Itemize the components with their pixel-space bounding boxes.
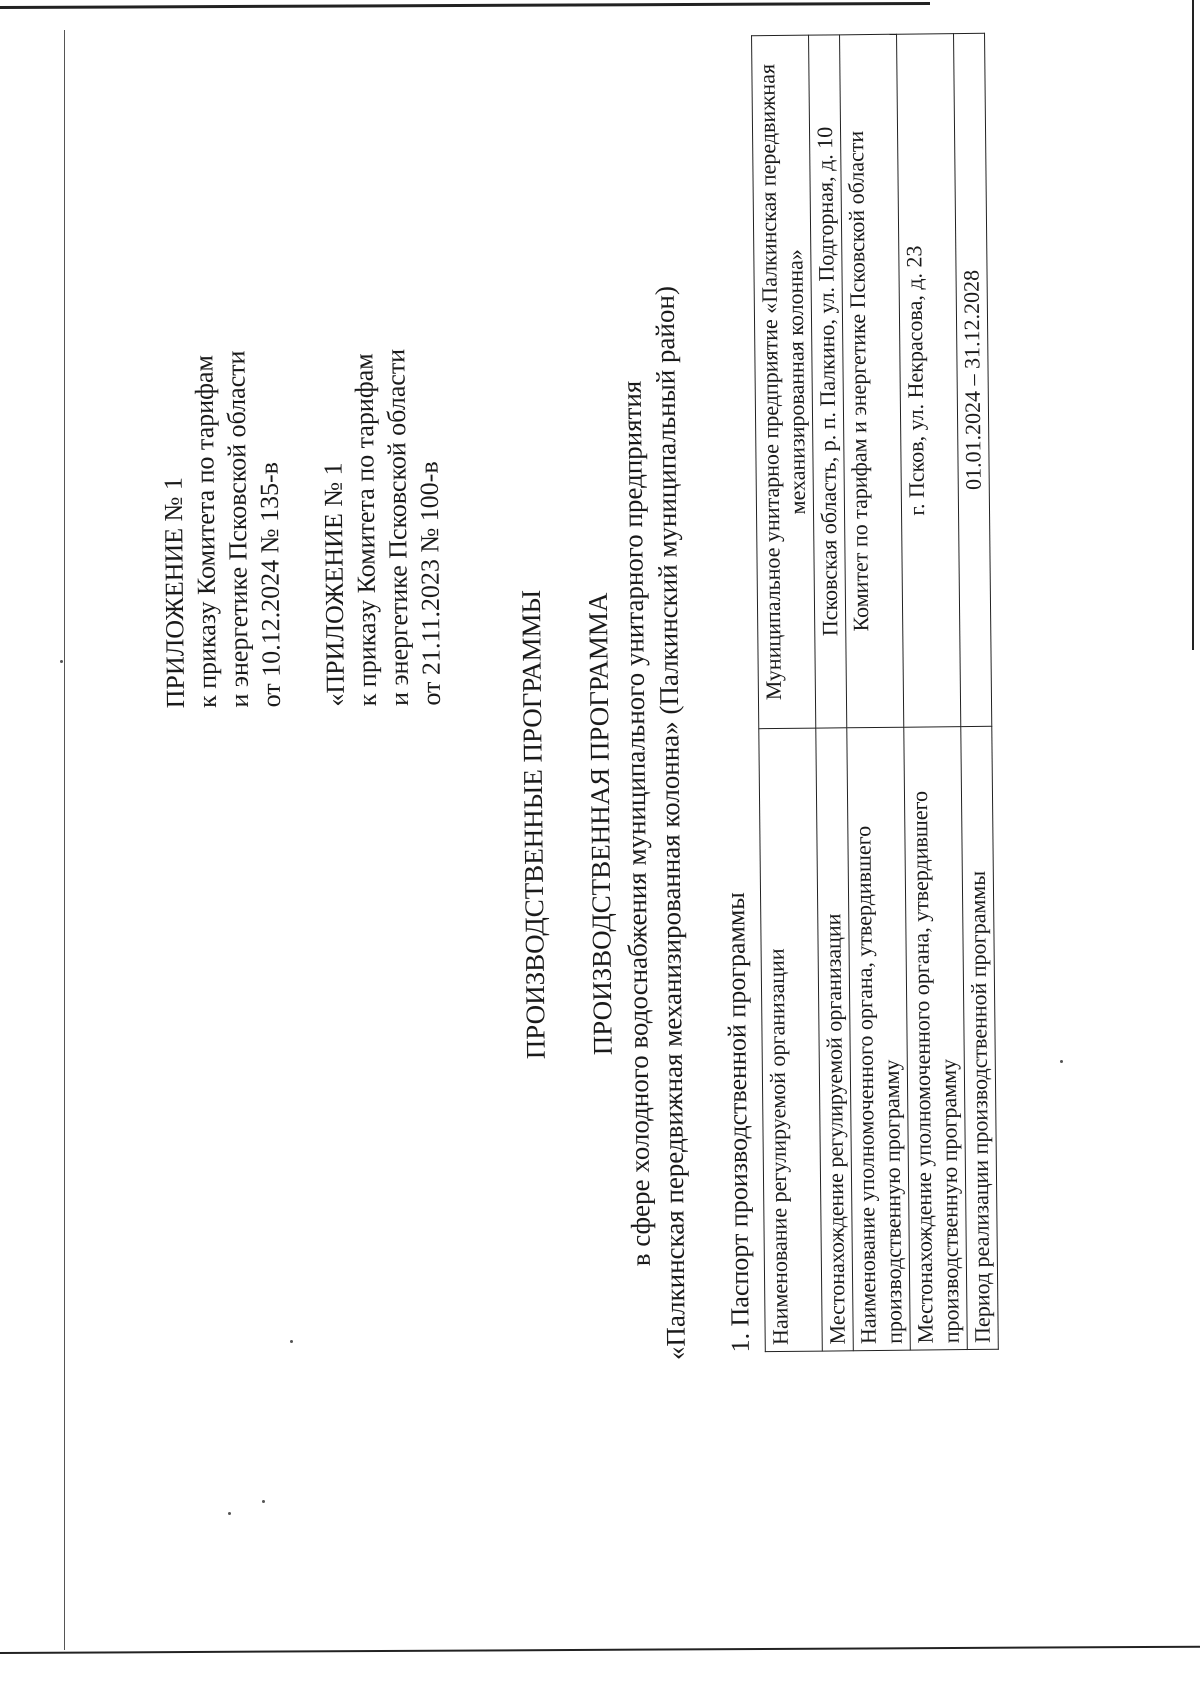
appendix-current-line4: от 10.12.2024 № 135-в: [254, 461, 287, 708]
appendix-previous-line4: от 21.11.2023 № 100-в: [414, 461, 447, 706]
heading-main: ПРОИЗВОДСТВЕННЫЕ ПРОГРАММЫ: [515, 589, 551, 1060]
passport-label-authority-location: Местонахождение уполномоченного органа, утвердившего производственную программу: [904, 727, 968, 1351]
passport-value-period: 01.01.2024 – 31.12.2028: [954, 33, 992, 726]
passport-value-authority: Комитет по тарифам и энергетике Псковской области: [840, 34, 904, 728]
appendix-previous-line2: к приказу Комитета по тарифам: [349, 353, 383, 707]
passport-title: 1. Паспорт производственной программы: [720, 892, 755, 1353]
heading-program: ПРОИЗВОДСТВЕННАЯ ПРОГРАММА: [582, 592, 618, 1056]
heading-organization: «Палкинская передвижная механизированная колонна» (Палкинский муниципальный район): [649, 286, 691, 1361]
document-page: [3, 0, 1150, 1660]
appendix-current-title: ПРИЛОЖЕНИЕ № 1: [158, 476, 191, 709]
appendix-previous-line3: и энергетике Псковской области: [381, 348, 415, 707]
passport-label-period: Период реализации производственной программы: [961, 726, 999, 1349]
heading-sphere: в сфере холодного водоснабжения муниципального унитарного предприятия: [616, 380, 656, 1267]
passport-label-authority: Наименование уполномоченного органа, утвердившего производственную программу: [847, 727, 911, 1351]
appendix-current: [153, 47, 288, 708]
passport-label-location: Местонахождение регулируемой организации: [816, 728, 854, 1351]
scan-edge-right: [1192, 0, 1194, 650]
appendix-previous: [313, 46, 448, 707]
passport-value-authority-location: г. Псков, ул. Некрасова, д. 23: [897, 34, 961, 728]
appendix-previous-title: «ПРИЛОЖЕНИЕ № 1: [318, 462, 351, 707]
appendix-current-line3: и энергетике Псковской области: [221, 350, 255, 708]
passport-value-name: Муниципальное унитарное предприятие «Палкинская передвижная механизированная колонна»: [752, 35, 816, 729]
passport-value-location: Псковская область, р. п. Палкино, ул. Подгорная, д. 10: [809, 35, 847, 728]
appendix-current-line2: к приказу Комитета по тарифам: [189, 354, 223, 709]
passport-table: [751, 33, 999, 1352]
passport-label-name: Наименование регулируемой организации: [759, 728, 823, 1352]
